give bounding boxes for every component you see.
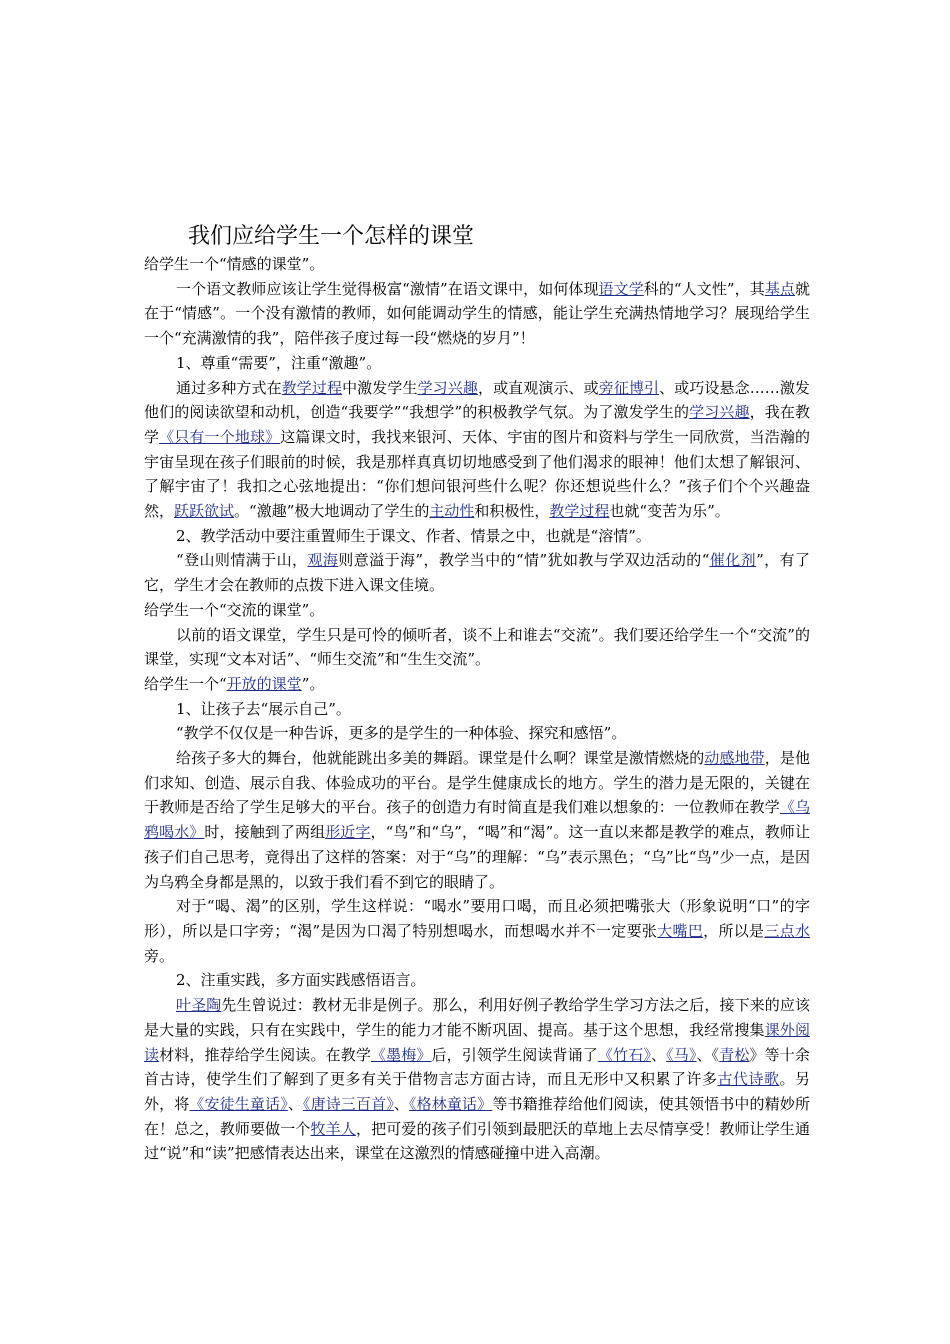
text-run: 2、注重实践，多方面实践感悟语言。 [176,971,426,990]
text-run: ，我在教学 [144,403,810,446]
text-run: 、 [393,1094,410,1113]
text-run: 2、教学活动中要注重置师生于课文、作者、情景之中，也就是“溶情”。 [176,526,651,545]
body-paragraph [144,968,810,993]
keyword-link[interactable]: 《马》 [666,1045,697,1064]
text-run: 也就“变苦为乐”。 [609,502,730,521]
text-run: 通过多种方式在 [176,378,282,397]
text-run: 、《 [696,1045,720,1064]
text-run: 给学生一个“ [144,674,227,693]
text-run: 。另外，将 [144,1070,810,1113]
body-paragraph [144,993,810,1166]
document-page [144,222,810,1166]
keyword-link[interactable]: 基点 [764,279,795,298]
text-run: “教学不仅仅是一种告诉，更多的是学生的一种体验、探究和感悟”。 [176,724,627,743]
keyword-link[interactable]: 教学过程 [281,378,343,397]
text-run: 则意溢于海”，教学当中的“情”犹如教与学双边活动的“ [338,551,710,570]
keyword-link[interactable]: 催化剂 [709,551,757,570]
text-run: 就在于“情感”。一个没有激情的教师，如何能调动学生的情感，能让学生充满热情地学习？展现给学生一个“充满激情的我”，陪伴孩子度过每一段“燃烧的岁月”！ [144,279,810,348]
text-run: ，把可爱的孩子们引领到最肥沃的草地上去尽情享受！教师让学生通过“说”和“读”把感情表达出来，课堂在这激烈的情感碰撞中进入高潮。 [144,1119,810,1163]
body-paragraph [144,697,810,722]
text-run: 时，接触到了两组 [204,823,326,842]
body-paragraph [144,894,810,968]
text-run: ，是他们求知、创造、展示自我、体验成功的平台。是学生健康成长的地方。学生的潜力是无限的，关键在于教师是否给了学生足够大的平台。孩子的创造力有时简直是我们难以想象的：一位教师在教学 [144,749,810,817]
body-paragraph [144,524,810,549]
text-run: 以前的语文课堂，学生只是可怜的倾听者，谈不上和谁去“交流”。我们要还给学生一个“交流”的课堂，实现“文本对话”、“师生交流”和“生生交流”。 [144,625,810,669]
keyword-link[interactable]: 动感地带 [704,749,765,768]
section-heading [144,672,810,697]
keyword-link[interactable]: 学习兴趣 [417,378,478,397]
body-paragraph [144,277,810,351]
body-paragraph [144,746,810,894]
keyword-link[interactable]: 主动性 [429,502,475,521]
text-run: 、 [287,1094,303,1113]
text-run: 给学生一个“交流的课堂”。 [144,600,325,619]
text-run: 先生曾说过：教材无非是例子。那么，利用好例子教给学生学习方法之后，接下来的应该是大量的实践，只有在实践中，学生的能力才能不断巩固、提高。基于这个思想，我经常搜集 [144,996,810,1039]
text-run: 和积极性， [474,502,550,521]
keyword-link[interactable]: 观海 [307,551,339,570]
document-body [144,252,810,1166]
keyword-link[interactable]: 《只有一个地球》 [159,427,281,446]
keyword-link[interactable]: 《乌鸦喝水》 [144,798,810,842]
body-paragraph [144,376,810,524]
text-run: ”。 [301,674,325,693]
text-run: ”，有了它，学生才会在教师的点拨下进入课文佳境。 [144,551,810,595]
keyword-link[interactable]: 形近字 [325,823,371,842]
text-run: ，“鸟”和“乌”，“喝”和“渴”。这一直以来都是教学的难点，教师让孩子们自己思考，竟得出了这样的答案：对于“乌”的理解：“乌”表示黑色；“乌”比“鸟”少一点，是因为乌鸦全身都是黑的，以致于我们看不到它的眼睛了。 [144,823,810,891]
text-run: 这篇课文时，我找来银河、天体、宇宙的图片和资料与学生一同欣赏，当浩瀚的宇宙呈现在孩子们眼前的时候，我是那样真真切切地感受到了他们渴求的眼神！他们太想了解银河、了解宇宙了！我扣之心弦地提出：“你们想问银河些什么呢？你还想说些什么？”孩子们个个兴趣盎然， [144,427,810,521]
body-paragraph [144,548,810,597]
keyword-link[interactable]: 跃跃欲试 [174,502,235,521]
keyword-link[interactable]: 《安徒生童话》 [189,1094,288,1113]
text-run: 科的“人文性”，其 [643,279,765,298]
keyword-link[interactable]: 旁征博引 [598,378,660,397]
keyword-link[interactable]: 大嘴巴 [657,921,704,940]
text-run: 中激发学生 [342,378,418,397]
keyword-link[interactable]: 《竹石》 [597,1045,651,1064]
keyword-link[interactable]: 青松 [719,1045,750,1064]
keyword-link[interactable]: 学习兴趣 [689,403,750,422]
body-paragraph [144,351,810,376]
section-heading [144,252,810,277]
text-run: 材料，推荐给学生阅读。在教学 [159,1045,371,1064]
keyword-link[interactable]: 牧羊人 [310,1119,356,1138]
text-run: ，或直观演示、或 [477,378,599,397]
text-run: 后，引领学生阅读背诵了 [431,1045,598,1064]
section-heading [144,598,810,623]
text-run: 、或巧设悬念……激发他们的阅读欲望和动机，创造“我要学”“我想学”的积极教学气氛。为了激发学生的 [144,378,810,422]
text-run: 、 [650,1045,667,1064]
keyword-link[interactable]: 《格林童话》 [409,1094,493,1113]
keyword-link[interactable]: 教学过程 [549,502,610,521]
text-run: 对于“喝、渴”的区别，学生这样说：“喝水”要用口喝，而且必须把嘴张大（形象说明“口”的字形），所以是口字旁；“渴”是因为口渴了特别想喝水，而想喝水并不一定要张 [144,897,810,940]
keyword-link[interactable]: 开放的课堂 [226,674,302,693]
text-run: 旁。 [144,946,175,965]
text-run: 给孩子多大的舞台，他就能跳出多美的舞蹈。课堂是什么啊？课堂是激情燃烧的 [176,749,705,768]
keyword-link[interactable]: 《墨梅》 [370,1045,432,1064]
keyword-link[interactable]: 三点水 [764,921,810,940]
text-run: 给学生一个“情感的课堂”。 [144,255,325,273]
text-run: 1、尊重“需要”，注重“激趣”。 [176,353,382,372]
keyword-link[interactable]: 课外阅读 [144,1020,810,1064]
body-paragraph [144,721,810,746]
text-run: 》等十余首古诗，使学生们了解到了更多有关于借物言志方面古诗，而且无形中又积累了许多 [144,1045,810,1089]
text-run: 等书籍推荐给他们阅读，使其领悟书中的精妙所在！总之，教师要做一个 [144,1094,810,1138]
keyword-link[interactable]: 叶圣陶 [176,996,222,1015]
text-run: 1、让孩子去“展示自己”。 [176,699,351,718]
keyword-link[interactable]: 语文学 [598,279,644,298]
keyword-link[interactable]: 《唐诗三百首》 [302,1094,394,1113]
text-run: ，所以是 [703,921,765,940]
text-run: 一个语文教师应该让学生觉得极富“激情”在语文课中，如何体现 [176,279,599,298]
document-title: 我们应给学生一个怎样的课堂 [188,224,475,249]
body-paragraph [144,623,810,672]
text-run: “登山则情满于山， [176,551,308,570]
keyword-link[interactable]: 古代诗歌 [717,1070,780,1089]
text-run: 。“激趣”极大地调动了学生的 [234,502,430,521]
